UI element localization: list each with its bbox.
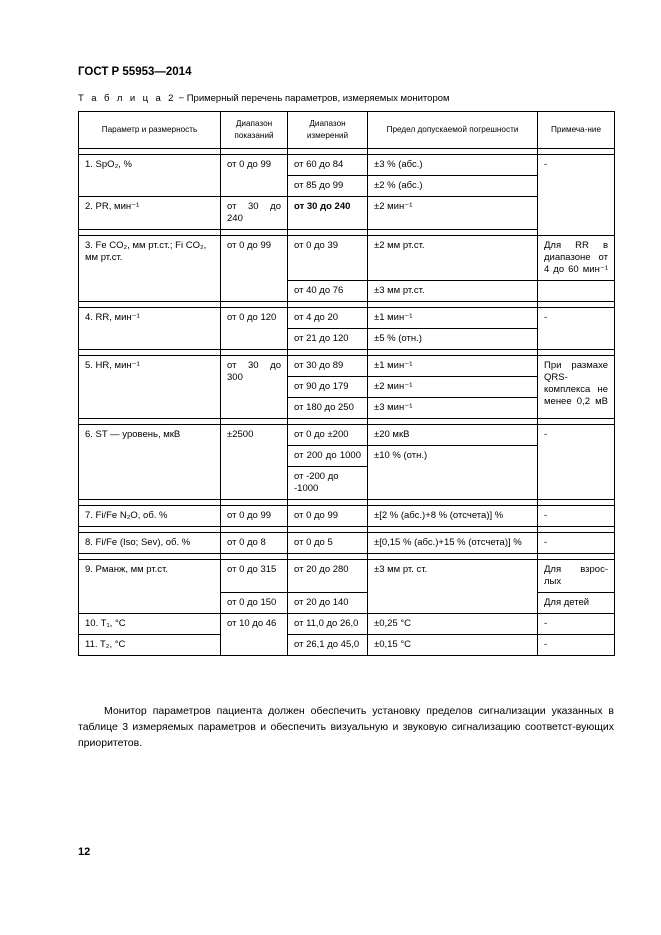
measure-range-cell: от 30 до 89 [288,356,368,377]
display-range-cell: ±2500 [221,425,288,500]
measure-range-cell: от 85 до 99 [288,176,368,197]
param-cell: 4. RR, мин⁻¹ [79,308,221,350]
header-param: Параметр и размерность [79,112,221,149]
table-row [79,197,615,230]
display-range-cell: от 30 до 300 [221,356,288,419]
measure-range-cell: от 21 до 120 [288,329,368,350]
table-row [79,356,615,377]
measure-range-cell: от 0 до 99 [288,506,368,527]
error-cell: ±5 % (отн.) [368,329,538,350]
error-cell: ±3 мин⁻¹ [368,398,538,419]
note-cell-empty [538,281,615,302]
display-range-cell: от 30 до 240 [221,197,288,230]
param-cell: 3. Fe CO₂, мм рт.ст.; Fi CO₂, мм рт.ст. [79,236,221,302]
header-display-range: Диапазон показаний [221,112,288,149]
table-row [79,236,615,281]
measure-range-cell: от 30 до 240 [288,197,368,230]
table-row [79,614,615,635]
measure-range-cell: от 90 до 179 [288,377,368,398]
note-cell: Для взрос-лых [538,560,615,593]
display-range-cell: от 0 до 315 [221,560,288,593]
note-cell: - [538,308,615,350]
param-cell: 8. Fi/Fe (Iso; Sev), об. % [79,533,221,554]
error-cell: ±10 % (отн.) [368,446,538,500]
error-cell: ±3 % (абс.) [368,155,538,176]
document-code: ГОСТ Р 55953—2014 [78,66,192,78]
error-cell: ±2 мин⁻¹ [368,197,538,230]
param-cell: 9. Pманж, мм рт.ст. [79,560,221,614]
display-range-cell: от 0 до 99 [221,236,288,302]
error-cell: ±2 мин⁻¹ [368,377,538,398]
display-range-cell: от 0 до 99 [221,155,288,197]
display-range-cell: от 0 до 8 [221,533,288,554]
measure-range-cell: от 40 до 76 [288,281,368,302]
display-range-cell: от 0 до 99 [221,506,288,527]
table-row [79,425,615,446]
param-cell: 10. T₁, °C [79,614,221,635]
measure-range-cell: от 180 до 250 [288,398,368,419]
measure-range-cell: от 11,0 до 26,0 [288,614,368,635]
measure-range-cell: от 20 до 140 [288,593,368,614]
header-error: Предел допускаемой погрешности [368,112,538,149]
note-cell: - [538,614,615,635]
error-cell: ±[2 % (абс.)+8 % (отсчета)] % [368,506,538,527]
note-cell: - [538,533,615,554]
display-range-cell: от 0 до 120 [221,308,288,350]
table-row [79,635,615,656]
table-header-row [79,112,615,149]
error-cell: ±[0,15 % (абс.)+15 % (отсчета)] % [368,533,538,554]
error-cell: ±20 мкВ [368,425,538,446]
error-cell: ±3 мм рт. ст. [368,560,538,614]
param-cell: 7. Fi/Fe N₂O, об. % [79,506,221,527]
note-cell: Для детей [538,593,615,614]
table-row [79,155,615,176]
measure-range-cell: от 20 до 280 [288,560,368,593]
note-cell: Для RR в диапазоне от 4 до 60 мин⁻¹ [538,236,615,281]
table-row [79,308,615,329]
body-paragraph: Монитор параметров пациента должен обеспечить установку пределов сигнализации указанных в таблице 3 измеряемых параметров и обеспечить визуальную и звуковую сигнализацию соответст-вующих приоритетов. [78,705,614,749]
table-caption-text: − Примерный перечень параметров, измеряемых монитором [175,93,450,104]
error-cell: ±2 % (абс.) [368,176,538,197]
table-row [79,560,615,593]
measure-range-cell: от 26,1 до 45,0 [288,635,368,656]
error-cell: ±0,25 °C [368,614,538,635]
table-row [79,506,615,527]
page-number: 12 [78,846,91,858]
error-cell: ±1 мин⁻¹ [368,356,538,377]
error-cell: ±3 мм рт.ст. [368,281,538,302]
param-cell: 6. ST — уровень, мкВ [79,425,221,500]
measure-range-cell: от 4 до 20 [288,308,368,329]
table-caption [78,93,450,104]
table-row [79,533,615,554]
note-cell: - [538,506,615,527]
error-cell: ±2 мм рт.ст. [368,236,538,281]
parameters-table [78,111,615,656]
measure-range-cell: от 0 до 39 [288,236,368,281]
measure-range-cell: от 0 до 5 [288,533,368,554]
note-cell: - [538,155,615,236]
error-cell: ±1 мин⁻¹ [368,308,538,329]
header-measure-range: Диапазон измерений [288,112,368,149]
note-cell: - [538,635,615,656]
table-caption-prefix: Т а б л и ц а 2 [78,93,176,104]
note-cell: При размахе QRS-комплекса не менее 0,2 мВ [538,356,615,419]
note-cell: - [538,425,615,500]
error-cell: ±0,15 °C [368,635,538,656]
param-cell: 2. PR, мин⁻¹ [79,197,221,230]
measure-range-cell: от 0 до ±200 [288,425,368,446]
param-cell: 11. T₂, °C [79,635,221,656]
measure-range-cell: от -200 до -1000 [288,467,368,500]
measure-range-cell: от 60 до 84 [288,155,368,176]
display-range-cell: от 10 до 46 [221,614,288,656]
header-note: Примеча-ние [538,112,615,149]
measure-range-cell: от 200 до 1000 [288,446,368,467]
param-cell: 5. HR, мин⁻¹ [79,356,221,419]
display-range-cell: от 0 до 150 [221,593,288,614]
param-cell: 1. SpO₂, % [79,155,221,197]
